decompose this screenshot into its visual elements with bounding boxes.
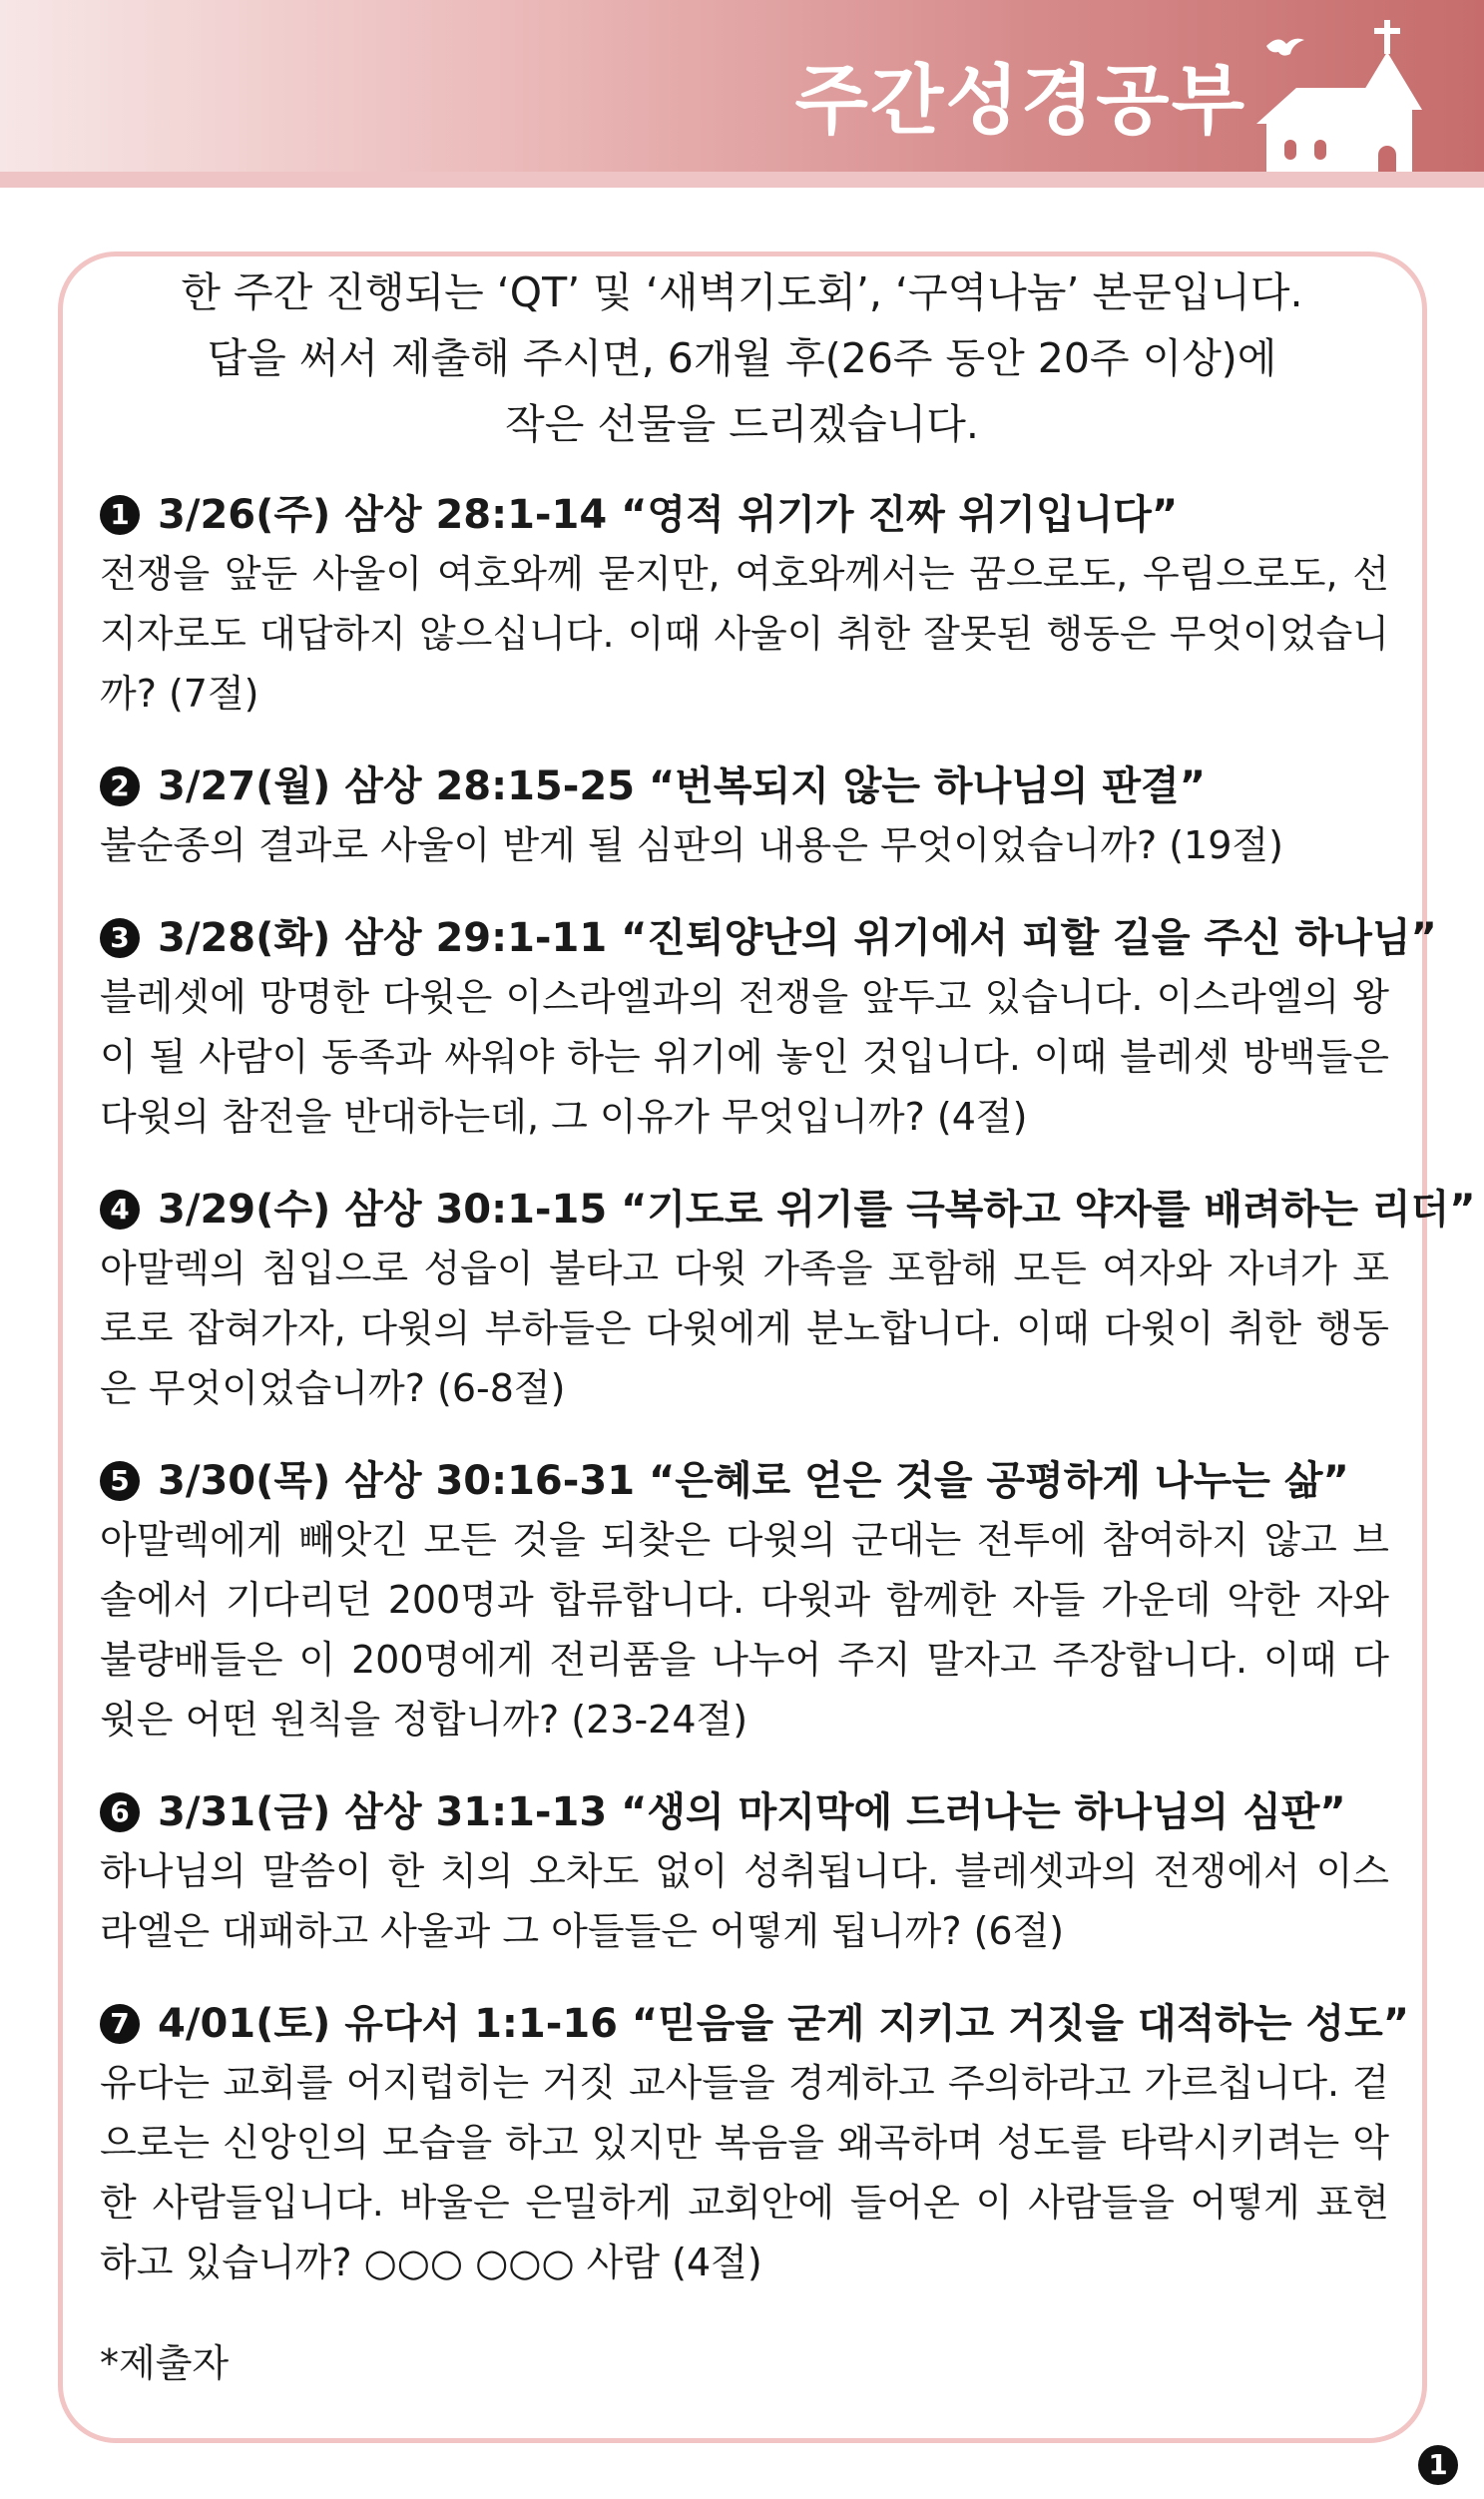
study-item [100,1995,1410,2292]
page-number-badge: 1 [1418,2445,1458,2485]
submitter-label: *제출자 [100,2341,230,2385]
intro-line-1: 한 주간 진행되는 ‘QT’ 및 ‘새벽기도회’, ‘구역나눔’ 본문입니다. [181,268,1303,316]
study-item-title [100,1452,1389,1510]
study-item-heading: 3/30(목) 삼상 30:16-31 “은혜로 얻은 것을 공평하게 나누는 삶” [158,1458,1349,1504]
number-badge: 1 [100,495,140,535]
number-badge: 5 [100,1461,140,1501]
number-badge: 7 [100,2004,140,2044]
intro-line-2: 답을 써서 제출해 주시면, 6개월 후(26주 동안 20주 이상)에 [207,334,1277,382]
study-item-heading: 3/28(화) 삼상 29:1-11 “진퇴양난의 위기에서 피할 길을 주신 하나님” [158,915,1437,961]
study-item-question: 불순종의 결과로 사울이 받게 될 심판의 내용은 무엇이었습니까? (19절) [100,823,1283,867]
intro-text [0,259,1484,457]
study-item-title [100,909,1437,967]
study-item-heading: 3/26(주) 삼상 28:1-14 “영적 위기가 진짜 위기입니다” [158,492,1179,538]
study-item [100,1452,1389,1749]
number-badge: 3 [100,918,140,958]
study-item [100,486,1389,724]
study-item-heading: 3/31(금) 삼상 31:1-13 “생의 마지막에 드러나는 하나님의 심판” [158,1789,1346,1835]
header-banner [0,0,1484,172]
study-item-question: 전쟁을 앞둔 사울이 여호와께 묻지만, 여호와께서는 꿈으로도, 우림으로도, 선지자로도 대답하지 않으십니다. 이때 사울이 취한 잘못된 행동은 무엇이었습니까? (7절) [100,552,1389,716]
study-item [100,1181,1476,1418]
study-item-title [100,1995,1410,2053]
study-item-title [100,486,1389,544]
church-icon [1256,14,1446,188]
study-item-title [100,1783,1389,1841]
study-sections [100,486,1476,2326]
study-item-question: 유다는 교회를 어지럽히는 거짓 교사들을 경계하고 주의하라고 가르칩니다. 겉으로는 신앙인의 모습을 하고 있지만 복음을 왜곡하며 성도를 타락시키려는 악한 사람들입니다. 바울은 은밀하게 교회안에 들어온 이 사람들을 어떻게 표현하고 있습니까? ○○○ ○○○ 사람 (4절) [100,2061,1389,2284]
study-item [100,757,1389,875]
header-divider [0,172,1484,188]
study-item-question: 아말렉의 침입으로 성읍이 불타고 다윗 가족을 포함해 모든 여자와 자녀가 포로로 잡혀가자, 다윗의 부하들은 다윗에게 분노합니다. 이때 다윗이 취한 행동은 무엇이었습니까? (6-8절) [100,1247,1389,1410]
number-badge: 6 [100,1792,140,1832]
study-item-title [100,1181,1476,1239]
study-item-heading: 4/01(토) 유다서 1:1-16 “믿음을 굳게 지키고 거짓을 대적하는 성도” [158,2001,1410,2047]
study-item [100,909,1437,1147]
study-item-question: 하나님의 말씀이 한 치의 오차도 없이 성취됩니다. 블레셋과의 전쟁에서 이스라엘은 대패하고 사울과 그 아들들은 어떻게 됩니까? (6절) [100,1849,1389,1953]
study-item [100,1783,1389,1961]
study-item-heading: 3/29(수) 삼상 30:1-15 “기도로 위기를 극복하고 약자를 배려하는 리더” [158,1187,1476,1233]
page-title: 주간성경공부 [794,56,1246,145]
number-badge: 4 [100,1190,140,1230]
number-badge: 2 [100,766,140,806]
study-item-title [100,757,1389,815]
study-item-heading: 3/27(월) 삼상 28:15-25 “번복되지 않는 하나님의 판결” [158,763,1206,809]
intro-line-3: 작은 선물을 드리겠습니다. [505,400,979,448]
study-item-question: 블레셋에 망명한 다윗은 이스라엘과의 전쟁을 앞두고 있습니다. 이스라엘의 왕이 될 사람이 동족과 싸워야 하는 위기에 놓인 것입니다. 이때 블레셋 방백들은 다윗의 참전을 반대하는데, 그 이유가 무엇입니까? (4절) [100,975,1389,1139]
study-item-question: 아말렉에게 빼앗긴 모든 것을 되찾은 다윗의 군대는 전투에 참여하지 않고 브솔에서 기다리던 200명과 합류합니다. 다윗과 함께한 자들 가운데 악한 자와 불량배들은 이 200명에게 전리품을 나누어 주지 말자고 주장합니다. 이때 다윗은 어떤 원칙을 정합니까? (23-24절) [100,1518,1389,1742]
